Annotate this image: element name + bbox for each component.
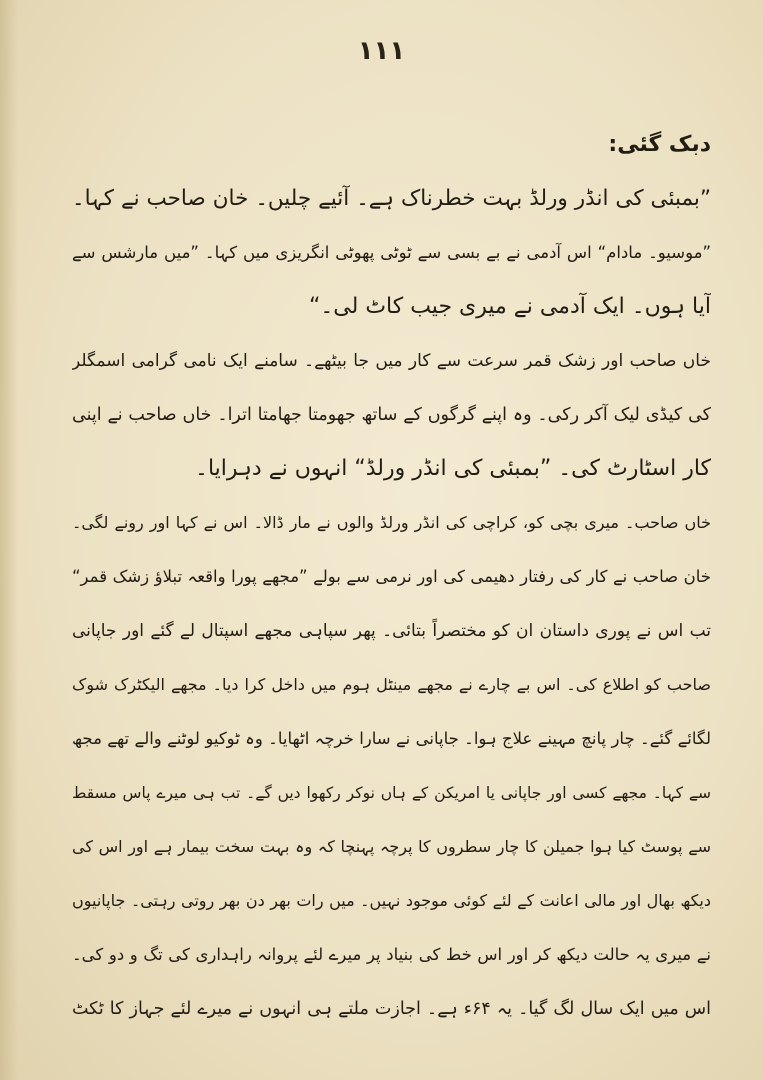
text-line: کی کیڈی لیک آکر رکی۔ وہ اپنے گرگوں کے ساتھ جھومتا جھامتا اترا۔ خاں صاحب نے اپنی <box>72 405 711 425</box>
page-number: ۱۱۱ <box>357 36 406 66</box>
text-line: دبک گئی: <box>608 132 711 157</box>
text-line: آیا ہوں۔ ایک آدمی نے میری جیب کاٹ لی۔“ <box>309 294 711 319</box>
text-line: ”موسیو۔ مادام“ اس آدمی نے بے بسی سے ٹوٹی پھوٹی انگریزی میں کہا۔ ”میں مارشس سے <box>72 243 711 262</box>
text-line: نے میری یہ حالت دیکھ کر اور اس خط کی بنیاد پر میرے لئے پروانہ راہداری کی تگ و دو کی۔ <box>72 945 711 964</box>
text-line: کار اسٹارٹ کی۔ ”بمبئی کی انڈر ورلڈ“ انہوں نے دہرایا۔ <box>195 456 711 481</box>
text-line: صاحب کو اطلاع کی۔ اس بے چارے نے مجھے مینٹل ہوم میں داخل کرا دیا۔ مجھے الیکٹرک شوک <box>72 675 711 694</box>
page-edge-shadow <box>0 0 18 1080</box>
text-line: خاں صاحب اور زشک قمر سرعت سے کار میں جا بیٹھے۔ سامنے ایک نامی گرامی اسمگلر <box>72 351 711 371</box>
text-line: لگائے گئے۔ چار پانچ مہینے علاج ہوا۔ جاپانی نے سارا خرچہ اٹھایا۔ وہ ٹوکیو لوٹنے والے تھے مجھ <box>72 729 711 748</box>
text-line: ”بمبئی کی انڈر ورلڈ بہت خطرناک ہے۔ آئیے چلیں۔ خان صاحب نے کہا۔ <box>72 186 711 211</box>
text-line: خان صاحب نے کار کی رفتار دھیمی کی اور نرمی سے بولے ”مجھے پورا واقعہ تبلاؤ زشک قمر“ <box>72 567 711 586</box>
text-line: خاں صاحب۔ میری بچی کو، کراچی کی انڈر ورلڈ والوں نے مار ڈالا۔ اس نے کہا اور رونے لگی۔ <box>72 513 711 532</box>
text-line: تب اس نے پوری داستان ان کو مختصراً بتائی۔ پھر سپاہی مجھے اسپتال لے گئے اور جاپانی <box>72 621 711 641</box>
text-line: دیکھ بھال اور مالی اعانت کے لئے کوئی موجود نہیں۔ میں رات بھر دن بھر روتی رہتی۔ جاپانیوں <box>72 891 711 910</box>
text-line: اس میں ایک سال لگ گیا۔ یہ ۶۴ء ہے۔ اجازت ملتے ہی انہوں نے میرے لئے جہاز کا ٹکٹ <box>72 999 711 1019</box>
body-text <box>72 118 711 1036</box>
text-line: سے پوسٹ کیا ہوا جمیلن کا چار سطروں کا پرچہ پہنچا کہ وہ بہت سخت بیمار ہے اور اس کی <box>72 837 711 856</box>
text-line: سے کہا۔ مجھے کسی اور جاپانی یا امریکن کے ہاں نوکر رکھوا دیں گے۔ تب ہی میرے پاس مسقط <box>72 784 711 802</box>
